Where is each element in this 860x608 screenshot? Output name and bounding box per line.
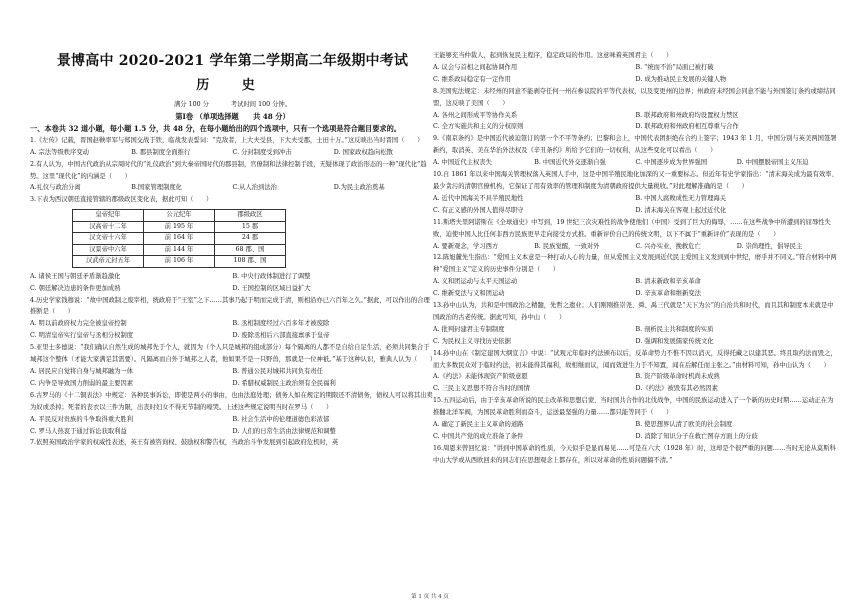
time-info: 考试时间 100 分钟。	[230, 101, 292, 108]
table-row	[73, 256, 286, 268]
answer-option: A. 义和团运动与太平天国运动	[433, 278, 518, 286]
question-block-left-1	[30, 135, 435, 206]
question-stem: 11.斯塔夫里阿诺斯在《全球通史》中写到，19 世纪三次灾难性的战争使他们（中国）受到了巨大的侮辱，……在这些战争中所遭到的屈辱性失败，迫使中国人比任何非西方民族更早走向接受方式推。重新评价自己的传统文明，以下不属于“重新评价”表现的是（ ）	[433, 218, 831, 238]
question-stem: 2.有人认为，中国古代政治从宗周时代的“礼仪政治”到大秦帝国时代的郡县制，官僚制和法律控制手段，无疑体现了政治形态的一种“现代化”趋势。这里“现代化”的内涵是（ ）	[30, 160, 427, 180]
question-stem: 12.陈旭麓先生指出：“爱国主义本意是一种打动人心的力量，但从爱国主义发展到近代民主爱国主义发到到中世纪，磨乎并不同义。”符合材料中两种“爱国主义”定义的历史事件分别是（ ）	[433, 254, 837, 274]
answer-option: D. 辛亥革命和维新变法	[635, 290, 701, 298]
option-group	[433, 193, 838, 217]
question-stem: 3.下表为西汉朝廷直接管辖的郡级政区变化表，据此可知（ ）	[30, 196, 213, 204]
answer-option: B.国家管理制度化	[131, 184, 182, 192]
question-block-left-2	[30, 271, 435, 450]
table-cell: 108 郡、国	[215, 256, 286, 268]
answer-option: A. 近代中国海关不具半殖民地性	[433, 194, 524, 202]
question-stem: 5.亚里士多德说：“我们确认自然生成的城邦先于个人，就因为（个人只是城邦的组成部分）每个隔离的人都不是自给自足生活，必须共同集合于城邦这个整体（才能大家满足其需要）。凡隔离而自外于城邦之人者，他如果不是一只野兽，那就是一位神祇。”基于这种认识，雅典人认为（ ）	[30, 344, 437, 364]
question-stem: 16.周恩来曾回忆说：“讲到中国革命的性质，今天似乎是显而易见……可是在六大（1928 年）时，这却是个很严重的问题……当时无论从莫斯科中山大学或从西欧回来的同志们在思想观念上都存在，所以对革命的性质问题搞不清。”	[433, 444, 836, 464]
table-cell: 前 106 年	[144, 256, 215, 268]
answer-option: B. 使思想界认清了欧美的社会制度	[635, 421, 733, 429]
question	[30, 437, 435, 449]
table-header-cell: 公元纪年	[144, 210, 215, 222]
answer-option: A. 批判封建君主专制制度	[433, 325, 505, 333]
table-cell: 汉高帝十二年	[73, 221, 144, 233]
table-cell: 24 郡	[215, 233, 286, 245]
question	[433, 300, 838, 348]
table-row	[73, 244, 286, 256]
answer-option: D. 崇尚理性，倡导民主	[736, 242, 803, 250]
table-row	[73, 221, 286, 233]
answer-option: C. 朝廷解决边患的条件更加成熟	[30, 284, 121, 292]
answer-option: C. 维新变法与义和团运动	[433, 290, 505, 298]
answer-option: B. 中国人腐败成性无力管理海关	[635, 194, 726, 202]
question	[30, 271, 435, 295]
answer-option: D. 中国摆脱帝国主义压迫	[736, 159, 809, 167]
answer-option: D. 人们的日常生活由法律规范和调整	[232, 427, 336, 435]
question	[433, 133, 838, 169]
answer-option: C. 全方实施共和主义的分权原则	[433, 123, 524, 131]
answer-option: B. 丞相制度经过六百多年才被废除	[232, 320, 330, 328]
answer-option: A. 宗法等级秩序变动	[30, 148, 89, 156]
question-block-right	[433, 50, 838, 467]
answer-option: D. 王国控制的区域日益扩大	[232, 284, 311, 292]
answer-option: C. 罗马人热衷于通过诉讼获取利益	[30, 427, 127, 435]
option-group	[30, 414, 435, 438]
answer-option: B. 郡县制度全面推行	[131, 148, 191, 156]
answer-option: C. 为民权主义寻找历史依据	[433, 337, 511, 345]
question	[433, 395, 838, 443]
option-group	[433, 324, 838, 348]
answer-option: A.礼仪与政治分离	[30, 184, 81, 192]
answer-option: D. 国家政权趋向松散	[333, 148, 393, 156]
question-stem: 9.《南京条约》是中国近代被迫签订的第一个不平等条约；巴黎和会上，中国代表团拒绝在合约上签字；1943 年 1 月，中国分别与英美两国签署新约，取消英、美在华治外法权及《辛丑条约》所给予它们的一切权利，从这些变化可以看出（ ）	[433, 135, 837, 155]
option-group	[433, 371, 838, 395]
question	[30, 295, 435, 343]
subject-title: 历 史	[196, 78, 269, 93]
answer-option: C. 维系政局稳定有一定作用	[433, 75, 511, 83]
answer-option: B. 中国近代外交逐渐自强	[534, 159, 606, 167]
option-group	[30, 271, 435, 295]
answer-option: D. 强调和发展儒家传统文化	[635, 337, 714, 345]
answer-option: C. 内争是导致国力削弱的最主要因素	[30, 379, 134, 387]
table-row	[73, 233, 286, 245]
answer-option: B. 资产阶级革命时机尚未成熟	[635, 373, 720, 381]
answer-option: B. 社会生活中的伦理道德色彩浓郁	[232, 415, 330, 423]
question-stem: 1.《左传》记载，晋国赵鞅率军与郑国交战于铁，临战发表誓词：“克敌者，上大夫受县，下大夫受郡，士田十万。”这反映出当时晋国（ ）	[30, 136, 424, 144]
answer-option: A.《约法》未能体现资产阶级意愿	[433, 373, 528, 381]
score-info: 满分 100 分	[173, 101, 209, 108]
answer-option: D. 废除丞相后六部直接禀承于皇帝	[232, 332, 330, 340]
answer-option: C. 兴办实业，挽救危亡	[635, 242, 701, 250]
question	[30, 390, 435, 438]
question	[30, 159, 435, 195]
right-column	[433, 50, 838, 467]
table-header-cell: 郡级政区	[215, 210, 286, 222]
exam-title: 景博高中 2020-2021 学年第二学期高二年级期中考试	[56, 53, 409, 69]
table-cell: 前 144 年	[144, 244, 215, 256]
question-stem: 15.五四运动后，由于辛亥革命所说的民主改革和思想启蒙，当时国共合作的北伐战争，中国的民族运动进入了一个新的历史时期……运动正在为推翻北洋军阀，为国民革命胜利而奋斗，运送最坚强的力量……都只能等同于（ ）	[433, 397, 834, 417]
prefecture-table	[72, 209, 286, 268]
question	[433, 348, 838, 396]
option-group	[433, 276, 838, 300]
question-stem: 13.孙中山认为，共和是中国政治之精髓，先哲之遗业；人们刚刚推崇尧、舜、禹三代就是“天下为公”的自治共和时代，而且其和制度本来就是中国政治的古老传统。据此可知，孙中山（ ）	[433, 302, 834, 321]
answer-option: A. 明以前政府权力完全被皇帝控制	[30, 320, 127, 328]
table-cell: 汉武帝元封五年	[73, 256, 144, 268]
answer-option: C. 明清皇帝实行皇帝与丞相分权制度	[30, 332, 134, 340]
answer-option: B. 联邦政府和州政府均设置权力禁区	[635, 111, 739, 119]
question	[433, 443, 838, 467]
answer-option: D.《约法》被毁有其必然因素	[635, 385, 718, 393]
option-group	[433, 241, 838, 253]
question	[30, 135, 435, 159]
table-cell: 15 郡	[215, 221, 286, 233]
answer-option: B. “统而不治”局面已被打破	[635, 63, 714, 71]
question-stem: 6.古罗马的《十二铜表法》中规定：各种民事诉讼，即使是两小的事由，也由法庭处理；债务人如在规定的期限还不清债务，债权人可以将其出卖为奴或杀掉；死者的丧衣以三件为限，出丧时妇女不得无节制的嚎哭。上述这些规定说明当时在罗马（ ）	[30, 391, 433, 411]
answer-option: A. 确定了新民主主义革命的道路	[433, 421, 524, 429]
answer-option: D. 联邦政府和州政府相互尊重与合作	[635, 123, 739, 131]
table-header-row	[73, 210, 286, 222]
question-stem: 王能够充当仲裁人，起到恢复民主程序，稳定政局的作用。这意味着英国君主（ ）	[433, 52, 673, 59]
answer-option: B. 剖析民主共和制度的实质	[635, 325, 714, 333]
answer-option: D. 消除了知识分子在救亡图存方面上的分歧	[635, 433, 758, 440]
option-group	[433, 62, 838, 86]
option-group	[433, 157, 838, 169]
table-cell: 汉景帝中六年	[73, 244, 144, 256]
answer-option: C. 中国共产党的成立准备了条件	[433, 433, 524, 440]
question-stem: 7.依照英国政治学家的权威性表述，英王有被咨询权、鼓励权和警告权，当政治斗争发展到引起政府危机时，英	[30, 439, 339, 447]
option-group	[433, 110, 838, 134]
answer-option: B. 清末新政和辛亥革命	[635, 278, 701, 286]
option-group	[30, 147, 435, 159]
table-cell: 前 164 年	[144, 233, 215, 245]
exam-meta	[30, 100, 435, 110]
answer-option: C.从人治到法治	[232, 184, 277, 192]
question	[433, 50, 838, 86]
answer-option: A. 中国近代主权丧失	[433, 159, 492, 167]
table-cell: 68 郡、国	[215, 244, 286, 256]
answer-option: A. 居民应自觉将自身与城邦融为一体	[30, 367, 134, 375]
answer-option: A. 要新观念，学习西方	[433, 242, 499, 250]
answer-option: C. 中国逐步成为世界强国	[635, 159, 708, 167]
table-header-cell: 皇帝纪年	[73, 210, 144, 222]
answer-option: A. 各州之间形成平等协作关系	[433, 111, 518, 119]
question	[30, 342, 435, 390]
answer-option: D. 希腊权威制民主政治须有全民福利	[232, 379, 336, 387]
answer-option: A. 诸侯王国与朝廷矛盾渐趋激化	[30, 272, 121, 280]
answer-option: C. 有正义感的外国人值得尽职守	[433, 206, 524, 214]
question-stem: 10.自 1861 年以来中国海关管理权落入英国人手中，这是中国半殖民地化加深的又一重要标志。但近年有史学家指出：“清末海关成为最有效率、最少贪污的清朝官僚机构，它保证了用有效率的管理和制度为清朝政府提供大量税收。”对此理解准确的是（ ）	[433, 171, 838, 190]
question-stem: 4.历史学家钱穆说：“故中国政制之废宰相，统政府于“王室”之下……其事乃起于明而完成于清，则相沿亦已六百年之久。”据此，可以作出的合理推断是（ ）	[30, 296, 430, 316]
answer-option: D. 清末海关在客观上起过近代化	[635, 206, 727, 214]
option-group	[433, 419, 838, 443]
answer-option: B. 普通公民对城邦共同负有责任	[232, 367, 323, 375]
answer-option: C. 三民主义思想不符合当时的国情	[433, 385, 530, 393]
section-heading: 一、本卷共 32 道小题，每小题 1.5 分，共 48 分，在每小题给出的四个选项中，只有一个选项是符合题目要求的。	[30, 124, 401, 133]
answer-option: B. 中央行政体制进行了调整	[232, 272, 311, 280]
question-stem: 8.美国宪法规定：未经州的同意不能剥夺任何一州在参议院的平等代表权，以及变更州的边界；州政府未经国会同意不能与外国签订条约或缔结同盟，这反映了美国（ ）	[433, 87, 836, 107]
question	[433, 86, 838, 134]
page-footer: 第 1 页 共 4 页	[411, 594, 449, 600]
volume-heading: 第Ⅰ卷 （单项选择题 共 48 分）	[175, 112, 290, 121]
option-group	[30, 182, 435, 194]
table-cell: 前 195 年	[144, 221, 215, 233]
table-cell: 汉文帝十六年	[73, 233, 144, 245]
question-stem: 14.孙中山在《制定建国大纲宣言》中说：“试观元年临时约法颁布以后，反革命势力不惟不因以消灭，反得托藏之以建其恶。终且取约法而毁之，而大多数民众对于临时约法，初未能得其福利，故相继而议，闻而效进生力于不知置，闻在后解任而主张之。”由材料可知，孙中山认为（ ）	[433, 349, 837, 369]
answer-option: C. 分封制度受到冲击	[232, 148, 292, 156]
answer-option: B. 民族觉醒，一致对外	[534, 242, 600, 250]
question	[433, 217, 838, 253]
left-column	[30, 50, 435, 449]
answer-option: A. 平民反对贵族的斗争取得重大胜利	[30, 415, 134, 423]
question	[433, 252, 838, 300]
answer-option: A. 议会与首相之间起协调作用	[433, 63, 518, 71]
answer-option: D. 成为推动民主发展的关键人物	[635, 75, 727, 83]
question	[30, 194, 435, 206]
option-group	[30, 366, 435, 390]
option-group	[30, 318, 435, 342]
answer-option: D.为民主政治奠基	[333, 184, 385, 192]
question	[433, 169, 838, 217]
